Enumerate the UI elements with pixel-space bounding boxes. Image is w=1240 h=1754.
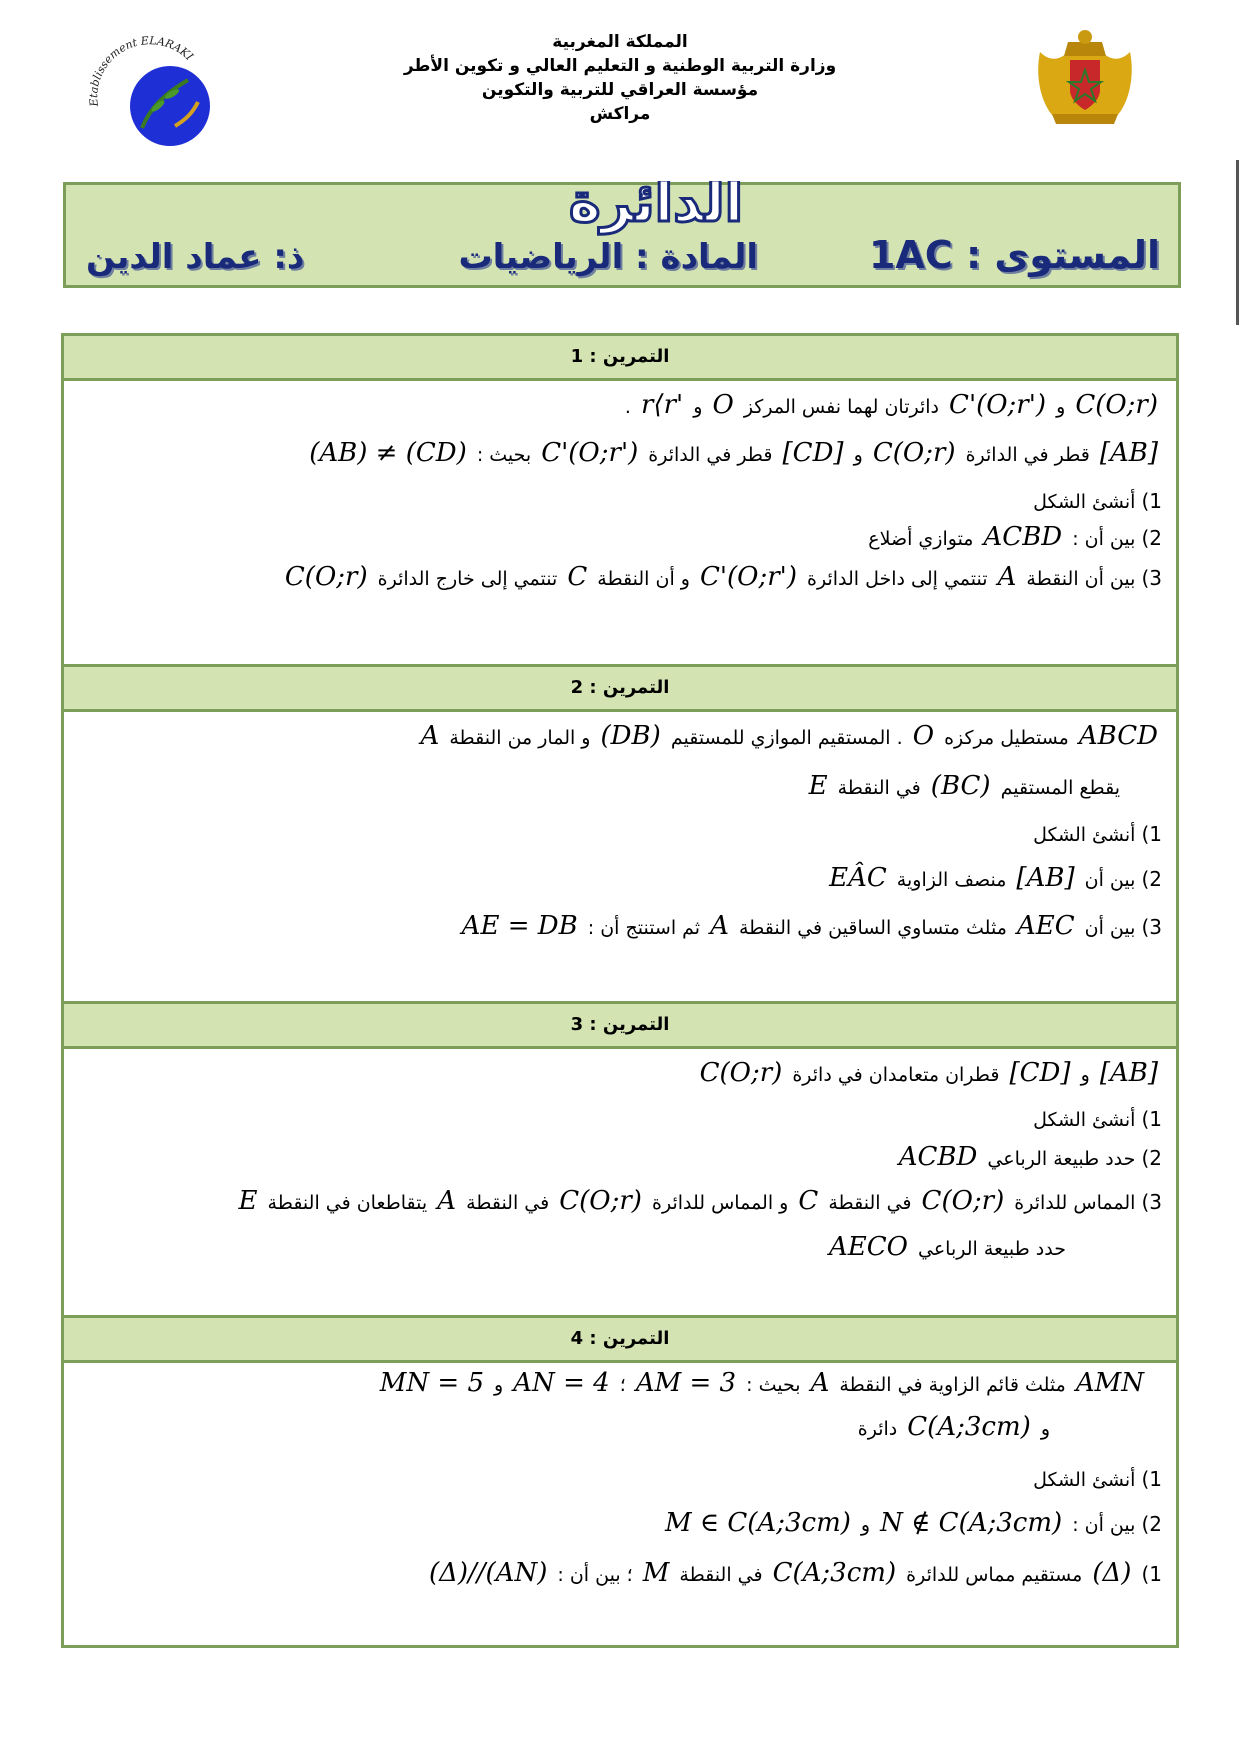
question-line	[78, 519, 1162, 557]
exercise-title: التمرين : 4	[64, 1318, 1176, 1363]
question-line	[78, 1139, 1162, 1177]
text-fragment: ؛ بين أن :	[557, 1564, 633, 1586]
question-line	[78, 1555, 1162, 1593]
math-expression: E	[808, 771, 828, 801]
math-expression: C(O;r)	[284, 562, 368, 592]
question-number: 2)	[1141, 526, 1162, 550]
exercise-title: التمرين : 3	[64, 1004, 1176, 1049]
question-number: 1)	[1141, 822, 1162, 846]
question-line	[78, 1461, 1162, 1498]
city-line: مراكش	[589, 104, 651, 124]
math-expression: [CD]	[1009, 1058, 1071, 1088]
math-expression: A	[420, 721, 440, 751]
math-expression: r⟨r'	[641, 390, 684, 420]
text-fragment: حدد طبيعة الرباعي	[917, 1238, 1066, 1260]
statement-line	[78, 718, 1162, 756]
math-expression: C(A;3cm)	[907, 1412, 1031, 1442]
exercise-2	[61, 664, 1179, 1004]
math-expression: AEC	[1016, 911, 1075, 941]
level-field	[869, 233, 1160, 277]
text-fragment: قطر في الدائرة	[648, 444, 773, 466]
question-number: 3)	[1141, 566, 1162, 590]
text-fragment: و	[853, 444, 863, 466]
text-fragment: في النقطة	[828, 1192, 912, 1214]
math-expression: MN = 5	[379, 1368, 484, 1398]
math-expression: (AB) ≠ (CD)	[309, 438, 467, 468]
math-expression: [AB]	[1099, 1058, 1158, 1088]
text-fragment: و أن النقطة	[597, 568, 690, 590]
text-fragment: مثلث قائم الزاوية في النقطة	[839, 1374, 1066, 1396]
question-line	[78, 816, 1162, 853]
exercise-3	[61, 1001, 1179, 1318]
text-fragment: و	[1080, 1064, 1090, 1086]
text-fragment: و	[1056, 396, 1066, 418]
text-fragment: و المار من النقطة	[449, 727, 591, 749]
text-fragment: متوازي أضلاع	[868, 528, 974, 550]
math-expression: [CD]	[782, 438, 844, 468]
math-expression: AMN	[1075, 1368, 1144, 1398]
question-line	[78, 1183, 1162, 1221]
question-number: 2)	[1141, 1512, 1162, 1536]
text-fragment: بين أن :	[1072, 1514, 1136, 1536]
math-expression: (Δ)//(AN)	[428, 1558, 548, 1588]
title-banner	[63, 182, 1181, 288]
text-fragment: أنشئ الشكل	[1033, 491, 1136, 513]
text-fragment: في النقطة	[466, 1192, 550, 1214]
math-expression: A	[997, 562, 1017, 592]
question-number: 1)	[1141, 489, 1162, 513]
math-expression: C(O;r)	[699, 1058, 783, 1088]
text-fragment: و	[860, 1514, 871, 1536]
exercise-4	[61, 1315, 1179, 1648]
math-expression: ACBD	[983, 522, 1063, 552]
math-expression: C'(O;r')	[699, 562, 797, 592]
text-fragment: في النقطة	[837, 777, 921, 799]
math-expression: AECO	[828, 1232, 908, 1262]
math-expression: C'(O;r')	[949, 390, 1047, 420]
institution-line: مؤسسة العراقي للتربية والتكوين	[481, 80, 759, 100]
question-number: 1)	[1141, 1467, 1162, 1491]
math-expression: C(A;3cm)	[772, 1558, 897, 1588]
level-value: 1AC	[868, 233, 953, 277]
text-fragment: قطران متعامدان في دائرة	[792, 1064, 1000, 1086]
math-expression: A	[710, 911, 729, 941]
question-line	[78, 1229, 1066, 1267]
ministry-line: وزارة التربية الوطنية و التعليم العالي و تكوين الأطر	[403, 56, 837, 76]
text-fragment: .	[624, 396, 631, 418]
statement-line	[78, 1365, 1148, 1403]
math-expression: E	[238, 1186, 258, 1216]
question-number: 2)	[1141, 1146, 1162, 1170]
text-fragment: حدد طبيعة الرباعي	[987, 1148, 1136, 1170]
math-expression: A	[437, 1186, 457, 1216]
math-expression: ACBD	[898, 1142, 978, 1172]
statement-line	[78, 768, 1120, 806]
math-expression: C	[798, 1186, 819, 1216]
math-expression: (DB)	[600, 721, 661, 751]
math-expression: (BC)	[930, 771, 991, 801]
margin-mark	[1236, 160, 1239, 325]
school-logo-icon	[80, 28, 220, 148]
svg-text:Etablissement ELARAKI: Etablissement ELARAKI	[87, 34, 196, 108]
text-fragment: المماس للدائرة	[1014, 1192, 1136, 1214]
math-expression: EÂC	[829, 863, 887, 893]
text-fragment: يتقاطعان في النقطة	[267, 1192, 428, 1214]
text-fragment: بحيث :	[746, 1374, 801, 1396]
text-fragment: و	[693, 396, 703, 418]
math-expression: M	[642, 1558, 670, 1588]
math-expression: C	[567, 562, 588, 592]
text-fragment: تنتمي إلى داخل الدائرة	[807, 568, 988, 590]
question-line	[78, 908, 1162, 946]
question-number: 3)	[1141, 1190, 1162, 1214]
subject-field: المادة : الرياضيات	[458, 237, 758, 277]
text-fragment: بين أن :	[1072, 528, 1136, 550]
math-expression: C(O;r)	[1075, 390, 1158, 420]
math-expression: [AB]	[1099, 438, 1158, 468]
question-number: 3)	[1141, 915, 1162, 939]
kingdom-line: المملكة المغربية	[552, 32, 688, 52]
level-label: المستوى :	[965, 233, 1160, 277]
math-expression: ABCD	[1078, 721, 1158, 751]
math-expression: O	[712, 390, 734, 420]
math-expression: AM = 3	[635, 1368, 737, 1398]
question-line	[78, 860, 1162, 898]
text-fragment: أنشئ الشكل	[1033, 824, 1136, 846]
text-fragment: دائرة	[857, 1418, 898, 1440]
text-fragment: أنشئ الشكل	[1033, 1469, 1136, 1491]
math-expression: AE = DB	[461, 911, 578, 941]
math-expression: C(O;r)	[872, 438, 956, 468]
math-expression: C'(O;r')	[541, 438, 639, 468]
question-line	[78, 1505, 1162, 1543]
statement-line	[78, 435, 1162, 473]
text-fragment: يقطع المستقيم	[1000, 777, 1120, 799]
text-fragment: ثم استنتج أن :	[587, 917, 701, 939]
statement-line	[78, 387, 1162, 425]
text-fragment: ؛	[619, 1374, 626, 1396]
math-expression: [AB]	[1016, 863, 1075, 893]
statement-line	[78, 1409, 1050, 1447]
text-fragment: بين أن النقطة	[1026, 568, 1136, 590]
text-fragment: و	[494, 1374, 504, 1396]
text-fragment: بين أن	[1084, 869, 1136, 891]
text-fragment: تنتمي إلى خارج الدائرة	[377, 568, 558, 590]
text-fragment: منصف الزاوية	[896, 869, 1007, 891]
question-line	[78, 1101, 1162, 1138]
text-fragment: بحيث :	[476, 444, 532, 466]
math-expression: O	[912, 721, 935, 751]
question-line	[78, 483, 1162, 520]
text-fragment: و	[1040, 1418, 1050, 1440]
text-fragment: دائرتان لهما نفس المركز	[743, 396, 939, 418]
math-expression: (Δ)	[1092, 1558, 1132, 1588]
exercise-1	[61, 333, 1179, 667]
text-fragment: . المستقيم الموازي للمستقيم	[670, 727, 903, 749]
text-fragment: و المماس للدائرة	[652, 1192, 789, 1214]
text-fragment: مستطيل مركزه	[944, 727, 1069, 749]
text-fragment: في النقطة	[679, 1564, 763, 1586]
text-fragment: أنشئ الشكل	[1033, 1109, 1136, 1131]
math-expression: A	[810, 1368, 830, 1398]
exercise-title: التمرين : 1	[64, 336, 1176, 381]
teacher-field: ذ: عماد الدين	[86, 237, 305, 277]
math-expression: C(O;r)	[921, 1186, 1005, 1216]
question-number: 1)	[1141, 1562, 1162, 1586]
text-fragment: مستقيم مماس للدائرة	[906, 1564, 1083, 1586]
question-line	[78, 559, 1162, 597]
question-number: 2)	[1141, 867, 1162, 891]
math-expression: C(O;r)	[559, 1186, 642, 1216]
exercise-title: التمرين : 2	[64, 667, 1176, 712]
math-expression: AN = 4	[513, 1368, 610, 1398]
question-number: 1)	[1141, 1107, 1162, 1131]
text-fragment: بين أن	[1084, 917, 1136, 939]
text-fragment: قطر في الدائرة	[965, 444, 1090, 466]
statement-line	[78, 1055, 1162, 1093]
text-fragment: مثلث متساوي الساقين في النقطة	[738, 917, 1007, 939]
emblem-icon	[1030, 22, 1140, 132]
math-expression: M ∈ C(A;3cm)	[665, 1508, 851, 1538]
math-expression: N ∉ C(A;3cm)	[880, 1508, 1063, 1538]
svg-text:الدائرة: الدائرة	[568, 181, 744, 234]
